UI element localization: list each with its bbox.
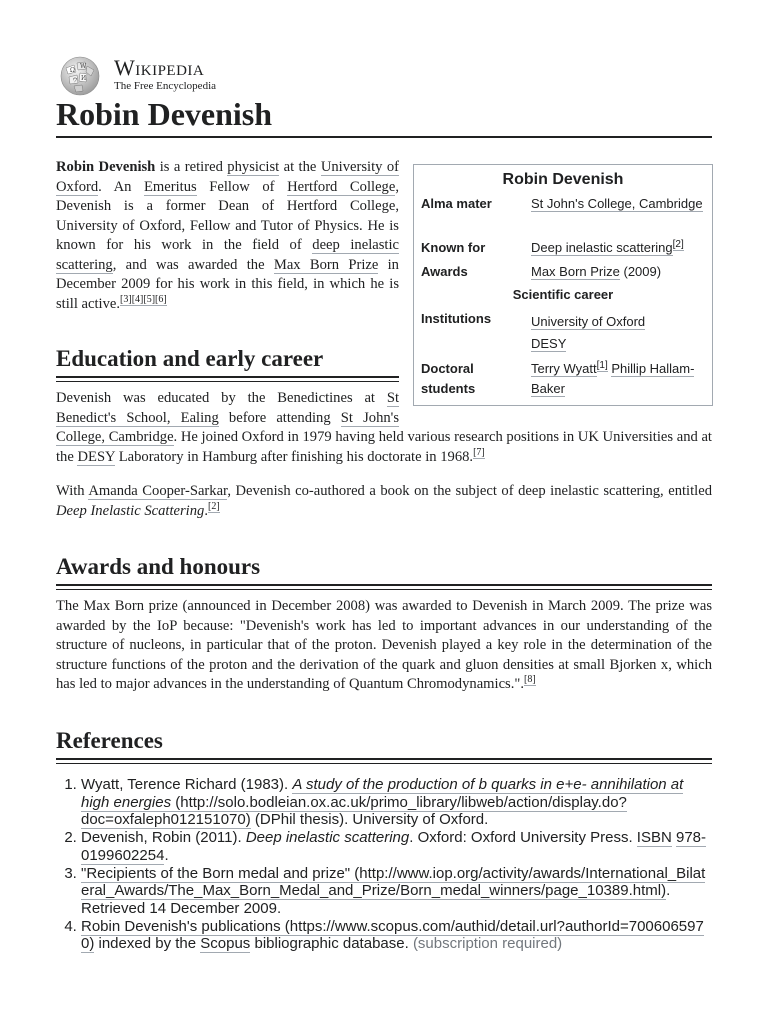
svg-text:Ω: Ω	[70, 67, 75, 74]
citation-8[interactable]: [8]	[524, 674, 536, 686]
citation-2-edu[interactable]: [2]	[207, 500, 220, 512]
link-emeritus[interactable]: Emeritus	[143, 178, 197, 195]
wikipedia-globe-icon	[56, 54, 104, 96]
link-desy-infobox[interactable]: DESY	[531, 336, 567, 351]
infobox-label-doctoral-students: Doctoral students	[421, 361, 476, 396]
reference-item: 3. "Recipients of the Born medal and prize" (http://www.iop.org/activity/awards/International_Bilateral_Awards/The_Max_Born_Medal_and_Prize/Born_medal_winners/page_10389.html). Retrieved 14 December 2009.	[81, 865, 712, 918]
reference-item: 4. Robin Devenish's publications (https://www.scopus.com/authid/detail.url?authorId=7006065970) indexed by the Scopus bibliographic database. (subscription required)	[81, 918, 712, 953]
link-scopus[interactable]: Scopus	[200, 935, 251, 952]
link-ref3-iop[interactable]: "Recipients of the Born medal and prize" (http://www.iop.org/activity/awards/International_Bilateral_Awards/The_Max_Born_Medal_and_Prize/Born_medal_winners/page_10389.html)	[81, 864, 706, 899]
reference-item: 1. Wyatt, Terence Richard (1983). A study of the production of b quarks in e+e- annihilation at high energies (http://solo.bodleian.ox.ac.uk/primo_library/libweb/action/display.do?doc=oxfaleph012151070) (DPhil thesis). University of Oxford.	[81, 776, 712, 829]
infobox-value-alma-mater	[531, 194, 709, 214]
link-hertford-college[interactable]: Hertford College	[287, 178, 396, 195]
heading-education: Education and early career	[56, 346, 324, 371]
references-list	[56, 776, 712, 953]
link-phillip-hallam-baker[interactable]: Phillip Hallam-Baker	[531, 361, 695, 396]
infobox-section-scientific-career: Scientific career	[512, 287, 614, 302]
link-university-of-oxford[interactable]: University of Oxford	[56, 159, 400, 195]
infobox-label-awards: Awards	[421, 264, 468, 279]
svg-text:И: И	[81, 75, 87, 82]
infobox-clearance	[399, 389, 712, 419]
link-max-born-prize[interactable]: Max Born Prize	[273, 256, 379, 273]
infobox-label-institutions: Institutions	[421, 311, 492, 326]
subscription-note: (subscription required)	[412, 935, 563, 952]
infobox-title: Robin Devenish	[502, 171, 624, 188]
link-isbn[interactable]: ISBN	[636, 829, 672, 846]
citation-2[interactable]: [2]	[672, 238, 684, 250]
link-physicist[interactable]: physicist	[227, 159, 280, 175]
citation-1[interactable]: [1]	[596, 359, 608, 371]
page-title: Robin Devenish	[56, 96, 273, 132]
infobox-value-institutions	[531, 312, 709, 354]
link-terry-wyatt[interactable]: Terry Wyatt	[531, 361, 597, 376]
svg-text:ウ: ウ	[72, 77, 79, 84]
link-deep-inelastic-scattering[interactable]: deep inelastic scattering	[56, 237, 399, 273]
heading-references: References	[56, 728, 163, 753]
subject-name: Robin Devenish	[56, 159, 156, 175]
link-max-born-prize-infobox[interactable]: Max Born Prize	[531, 264, 620, 279]
infobox-value-known-for	[531, 238, 709, 258]
link-amanda-cooper-sarkar[interactable]: Amanda Cooper-Sarkar	[88, 483, 228, 499]
tagline: The Free Encyclopedia	[114, 80, 217, 92]
link-st-benedicts-school[interactable]: St Benedict's School, Ealing	[56, 390, 399, 426]
link-ref1-thesis[interactable]: A study of the production of b quarks in e+e- annihilation at high energies (http://solo.bodleian.ox.ac.uk/primo_library/libweb/action/display.do?doc=oxfaleph012151070)	[81, 776, 684, 828]
link-st-johns-college[interactable]: St John's College, Cambridge	[531, 196, 703, 211]
education-paragraph-1: Devenish was educated by the Benedictines at St Benedict's School, Ealing before attending St John's College, Cambridge. He joined Oxford in 1979 having held various research positions in UK Universities and at the DESY Laboratory in Hamburg after finishing his doctorate in 1968.[7]	[56, 390, 712, 465]
citation-7[interactable]: [7]	[473, 446, 485, 458]
infobox-label-alma-mater: Alma mater	[421, 196, 492, 211]
wikipedia-logo[interactable]	[56, 54, 296, 96]
svg-text:W: W	[80, 63, 87, 70]
intro-paragraph: Robin Devenish is a retired physicist at the University of Oxford. An Emeritus Fellow of Hertford College, Devenish is a former Dean of Hertford College, University of Oxford, Fellow and Tutor of Physics. He is known for his work in the field of deep inelastic scattering, and was awarded the Max Born Prize in December 2009 for his work in this field, in which he is still active.[3][4][5][6]	[56, 159, 400, 312]
book-title: Deep Inelastic Scattering	[56, 502, 205, 519]
heading-divider	[56, 376, 399, 382]
wordmark: Wikipedia	[114, 55, 205, 80]
heading-divider	[56, 584, 712, 590]
link-deep-inelastic-scattering-infobox[interactable]: Deep inelastic scattering	[531, 240, 673, 255]
education-paragraph-2: With Amanda Cooper-Sarkar, Devenish co-authored a book on the subject of deep inelastic scattering, entitled Deep Inelastic Scattering.[2]	[56, 483, 712, 519]
link-ref4-scopus-publications[interactable]: Robin Devenish's publications (https://www.scopus.com/authid/detail.url?authorId=7006065970)	[81, 917, 704, 952]
infobox	[413, 164, 713, 406]
citation-3-6[interactable]: [3][4][5][6]	[120, 293, 167, 305]
awards-paragraph: The Max Born prize (announced in December 2008) was awarded to Devenish in March 2009. The prize was awarded by the IoP because: "Devenish's work has led to important advances in our understanding of the structure of nucleons, in particular that of the proton. Devenish played a key role in the determination of the structure functions of the proton and the derivation of the quark and gluon densities at small Bjorken x, which has led to major advances in the understanding of Quantum Chromodynamics.".[8]	[56, 598, 712, 692]
link-st-johns-college-cambridge[interactable]: St John's College, Cambridge	[56, 409, 399, 445]
heading-divider	[56, 758, 712, 764]
reference-item: 2. Devenish, Robin (2011). Deep inelastic scattering. Oxford: Oxford University Press. ISBN 978-0199602254.	[81, 829, 712, 864]
heading-awards: Awards and honours	[56, 554, 261, 579]
link-university-of-oxford-infobox[interactable]: University of Oxford	[531, 314, 646, 329]
link-isbn-number[interactable]: 978-0199602254	[81, 829, 707, 864]
link-desy[interactable]: DESY	[77, 448, 116, 465]
title-divider	[56, 136, 712, 138]
infobox-value-awards: Max Born Prize (2009)	[531, 264, 662, 279]
infobox-label-known-for: Known for	[421, 240, 486, 255]
